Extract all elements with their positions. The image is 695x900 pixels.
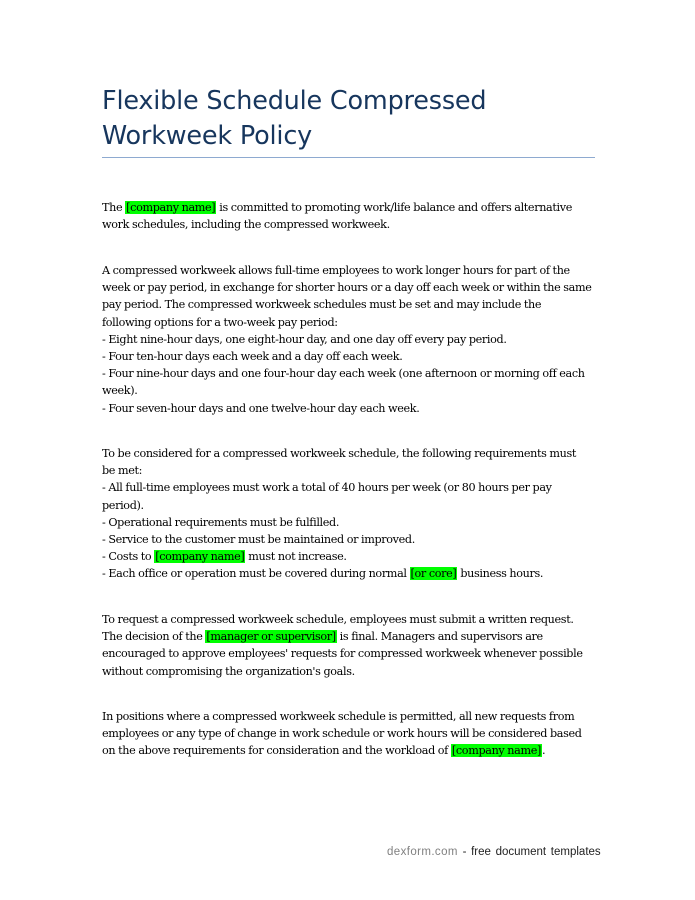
requirements-paragraph	[102, 445, 594, 583]
request-paragraph	[102, 611, 594, 680]
text: is final. Managers and supervisors are	[336, 630, 543, 644]
line: To request a compressed workweek schedule, employees must submit a written request.	[102, 613, 574, 626]
intro-paragraph	[102, 199, 594, 233]
line: without compromising the organization's goals.	[102, 664, 355, 678]
text: - Costs to	[102, 550, 155, 564]
line: To be considered for a compressed workweek schedule, the following requirements must	[102, 447, 577, 460]
line: work schedules, including the compressed workweek.	[102, 218, 390, 232]
requirement-item-continued: period).	[102, 498, 144, 512]
option-item-continued: week).	[102, 384, 138, 398]
placeholder-manager-or-supervisor: [manager or supervisor]	[206, 630, 336, 644]
text: .	[542, 744, 546, 758]
requirement-item: - Service to the customer must be maintained or improved.	[102, 533, 415, 547]
text: business hours.	[457, 567, 544, 581]
line	[102, 628, 594, 645]
page-footer	[387, 846, 601, 858]
line: week or pay period, in exchange for shorter hours or a day off each week or within the same	[102, 281, 592, 295]
line: In positions where a compressed workweek schedule is permitted, all new requests from	[102, 710, 575, 723]
option-item: - Four seven-hour days and one twelve-hour day each week.	[102, 401, 420, 415]
text: is committed to promoting work/life balance and offers alternative	[216, 201, 572, 214]
placeholder-or-core: [or core]	[410, 567, 457, 581]
definition-paragraph	[102, 262, 594, 417]
option-item: - Eight nine-hour days, one eight-hour day, and one day off every pay period.	[102, 332, 507, 346]
line: A compressed workweek allows full-time employees to work longer hours for part of the	[102, 264, 570, 277]
text: must not increase.	[245, 550, 347, 564]
footer-brand-link[interactable]: dexform.com	[387, 846, 458, 858]
requirement-item	[102, 565, 594, 582]
title-underline	[102, 157, 595, 158]
placeholder-company-name: [company name]	[155, 550, 245, 564]
text: The decision of the	[102, 630, 206, 644]
placeholder-company-name: [company name]	[126, 201, 216, 214]
line: encouraged to approve employees' requests for compressed workweek whenever possible	[102, 647, 583, 661]
text: - Each office or operation must be covered during normal	[102, 567, 410, 581]
line: following options for a two-week pay period:	[102, 315, 338, 329]
placeholder-company-name: [company name]	[451, 744, 542, 758]
line	[102, 199, 594, 216]
footer-tagline: - free document templates	[457, 846, 601, 858]
text: The	[102, 201, 126, 214]
requirement-item	[102, 548, 594, 565]
line: employees or any type of change in work schedule or work hours will be considered based	[102, 727, 582, 741]
option-item: - Four ten-hour days each week and a day off each week.	[102, 350, 403, 364]
changes-paragraph	[102, 708, 594, 760]
line	[102, 742, 594, 759]
title-line-1: Flexible Schedule Compressed	[102, 86, 487, 116]
requirement-item: - Operational requirements must be fulfilled.	[102, 515, 340, 529]
line: pay period. The compressed workweek schedules must be set and may include the	[102, 298, 542, 312]
title-line-2: Workweek Policy	[102, 121, 313, 151]
requirement-item: - All full-time employees must work a total of 40 hours per week (or 80 hours per pay	[102, 481, 552, 495]
line: be met:	[102, 464, 143, 478]
text: on the above requirements for consideration and the workload of	[102, 744, 451, 758]
document-title	[102, 84, 602, 154]
option-item: - Four nine-hour days and one four-hour day each week (one afternoon or morning off each	[102, 367, 585, 381]
